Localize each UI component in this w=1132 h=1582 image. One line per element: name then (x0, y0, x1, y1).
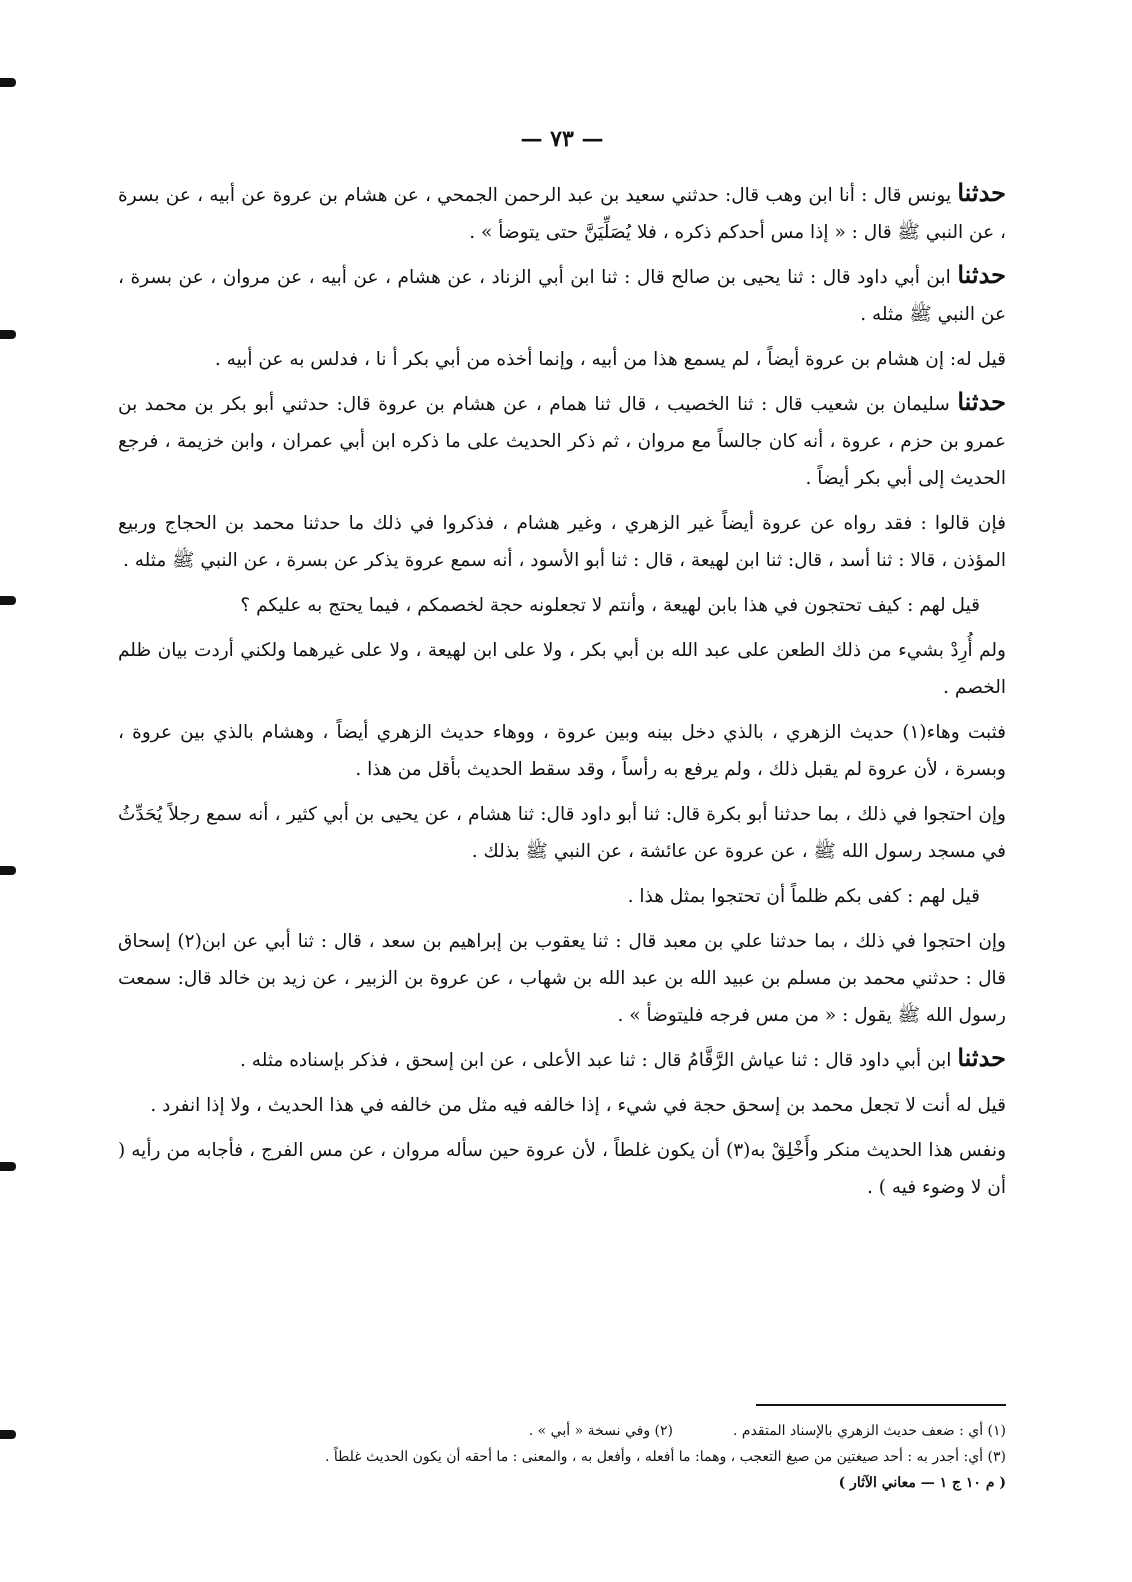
paragraph-text: وإن احتجوا في ذلك ، بما حدثنا علي بن معبد قال : ثنا يعقوب بن إبراهيم بن سعد ، قال : ثنا أبي عن ابن(٢) إسحاق قال : حدثني محمد بن مسلم بن عبيد الله بن عبد الله بن شهاب ، عن عروة بن الزبير ، عن زيد بن خالد قال: سمعت رسول الله ﷺ يقول : « من مس فرجه فليتوضأ » . (118, 931, 1006, 1026)
scan-edge-mark (0, 866, 16, 875)
scan-edge-mark (0, 1162, 16, 1171)
paragraph (118, 584, 1006, 624)
scan-edge-mark (0, 596, 16, 605)
paragraph-text: ابن أبي داود قال : ثنا يحيى بن صالح قال : ثنا ابن أبي الزناد ، عن هشام ، عن أبيه ، عن مروان ، عن بسرة ، عن النبي ﷺ مثله . (118, 267, 1006, 325)
scan-edge-mark (0, 78, 16, 87)
scan-edge-mark (0, 1430, 16, 1439)
paragraph-text: وإن احتجوا في ذلك ، بما حدثنا أبو بكرة قال: ثنا أبو داود قال: ثنا هشام ، عن يحيى بن أبي كثير ، أنه سمع رجلاً يُحَدِّثُ في مسجد رسول الله ﷺ ، عن عروة عن عائشة ، عن النبي ﷺ بذلك . (118, 804, 1006, 862)
paragraph-text: قيل له أنت لا تجعل محمد بن إسحق حجة في شيء ، إذا خالفه فيه مثل من خالفه في هذا الحديث ، ولا إذا انفرد . (150, 1095, 1006, 1116)
paragraph-text: قيل له: إن هشام بن عروة أيضاً ، لم يسمع هذا من أبيه ، وإنما أخذه من أبي بكر أ نا ، فدلس به عن أبيه . (214, 349, 1006, 370)
paragraph (118, 1084, 1006, 1124)
paragraph-text: قيل لهم : كفى بكم ظلماً أن تحتجوا بمثل هذا . (627, 886, 980, 907)
paragraph (118, 256, 1006, 333)
paragraph (118, 793, 1006, 870)
paragraph-text: ونفس هذا الحديث منكر وأَخْلِقْ به(٣) أن يكون غلطاً ، لأن عروة حين سأله مروان ، عن مس الفرج ، فأجابه من رأيه ( أن لا وضوء فيه ) . (118, 1140, 1006, 1198)
footnote-row (118, 1418, 1006, 1444)
paragraph (118, 920, 1006, 1034)
footnote-divider (756, 1404, 1006, 1406)
scan-edge-mark (0, 330, 16, 339)
paragraph (118, 1129, 1006, 1206)
paragraph (118, 502, 1006, 579)
footnote-1: (١) أي : ضعف حديث الزهري بالإسناد المتقدم . (733, 1423, 1006, 1439)
paragraph-text: فثبت وهاء(١) حديث الزهري ، بالذي دخل بينه وبين عروة ، ووهاء حديث الزهري أيضاً ، وهشام بالذي بين عروة ، وبسرة ، لأن عروة لم يقبل ذلك ، ولم يرفع به رأساً ، وقد سقط الحديث بأقل من هذا . (118, 722, 1006, 780)
paragraph (118, 338, 1006, 378)
paragraph (118, 383, 1006, 497)
paragraph-text: فإن قالوا : فقد رواه عن عروة أيضاً غير الزهري ، وغير هشام ، فذكروا في ذلك ما حدثنا محمد بن الحجاج وربيع المؤذن ، قالا : ثنا أسد ، قال: ثنا ابن لهيعة ، قال : ثنا أبو الأسود ، أنه سمع عروة يذكر عن بسرة ، عن النبي ﷺ مثله . (118, 513, 1006, 571)
footnote-2: (٢) وفي نسخة « أبي » . (528, 1423, 674, 1439)
paragraph (118, 174, 1006, 251)
hadith-keyword: حدثنا (957, 1043, 1006, 1072)
paragraph-text: ولم أُرِدْ بشيء من ذلك الطعن على عبد الله بن أبي بكر ، ولا على ابن لهيعة ، ولا على غيرهما ولكني أردت بيان ظلم الخصم . (118, 640, 1006, 698)
paragraph-text: يونس قال : أنا ابن وهب قال: حدثني سعيد بن عبد الرحمن الجمحي ، عن هشام بن عروة عن أبيه ، عن بسرة ، عن النبي ﷺ قال : « إذا مس أحدكم ذكره ، فلا يُصَلِّيَنَّ حتى يتوضأ » . (118, 185, 1006, 243)
paragraph-text: قيل لهم : كيف تحتجون في هذا بابن لهيعة ، وأنتم لا تجعلونه حجة لخصمكم ، فيما يحتج به عليكم ؟ (240, 595, 980, 616)
hadith-keyword: حدثنا (957, 178, 1006, 207)
paragraph-text: سليمان بن شعيب قال : ثنا الخصيب ، قال ثنا همام ، عن هشام بن عروة قال: حدثني أبو بكر بن محمد بن عمرو بن حزم ، عروة ، أنه كان جالساً مع مروان ، ثم ذكر الحديث على ما ذكره ابن أبي عمران ، وابن خزيمة ، فرجع الحديث إلى أبي بكر أيضاً . (118, 394, 1006, 489)
printer-signature: ( م ١٠ ج ١ — معاني الآثار ) (838, 1475, 1006, 1491)
body-text (118, 174, 1006, 1206)
page-number: — ٧٣ — (520, 126, 604, 152)
paragraph-text: ابن أبي داود قال : ثنا عياش الرَّقَّامُ قال : ثنا عبد الأعلى ، عن ابن إسحق ، فذكر بإسناده مثله . (240, 1050, 958, 1071)
paragraph (118, 1039, 1006, 1079)
footnotes (118, 1418, 1006, 1510)
hadith-keyword: حدثنا (957, 260, 1006, 289)
book-page (118, 118, 1006, 1538)
paragraph (118, 875, 1006, 915)
footnote-3: (٣) أي: أجدر به : أحد صيغتين من صيغ التعجب ، وهما: ما أفعله ، وأفعل به ، والمعنى : ما أحقه أن يكون الحديث غلطاً . (324, 1449, 1006, 1465)
paragraph (118, 711, 1006, 788)
hadith-keyword: حدثنا (957, 387, 1006, 416)
paragraph (118, 629, 1006, 706)
